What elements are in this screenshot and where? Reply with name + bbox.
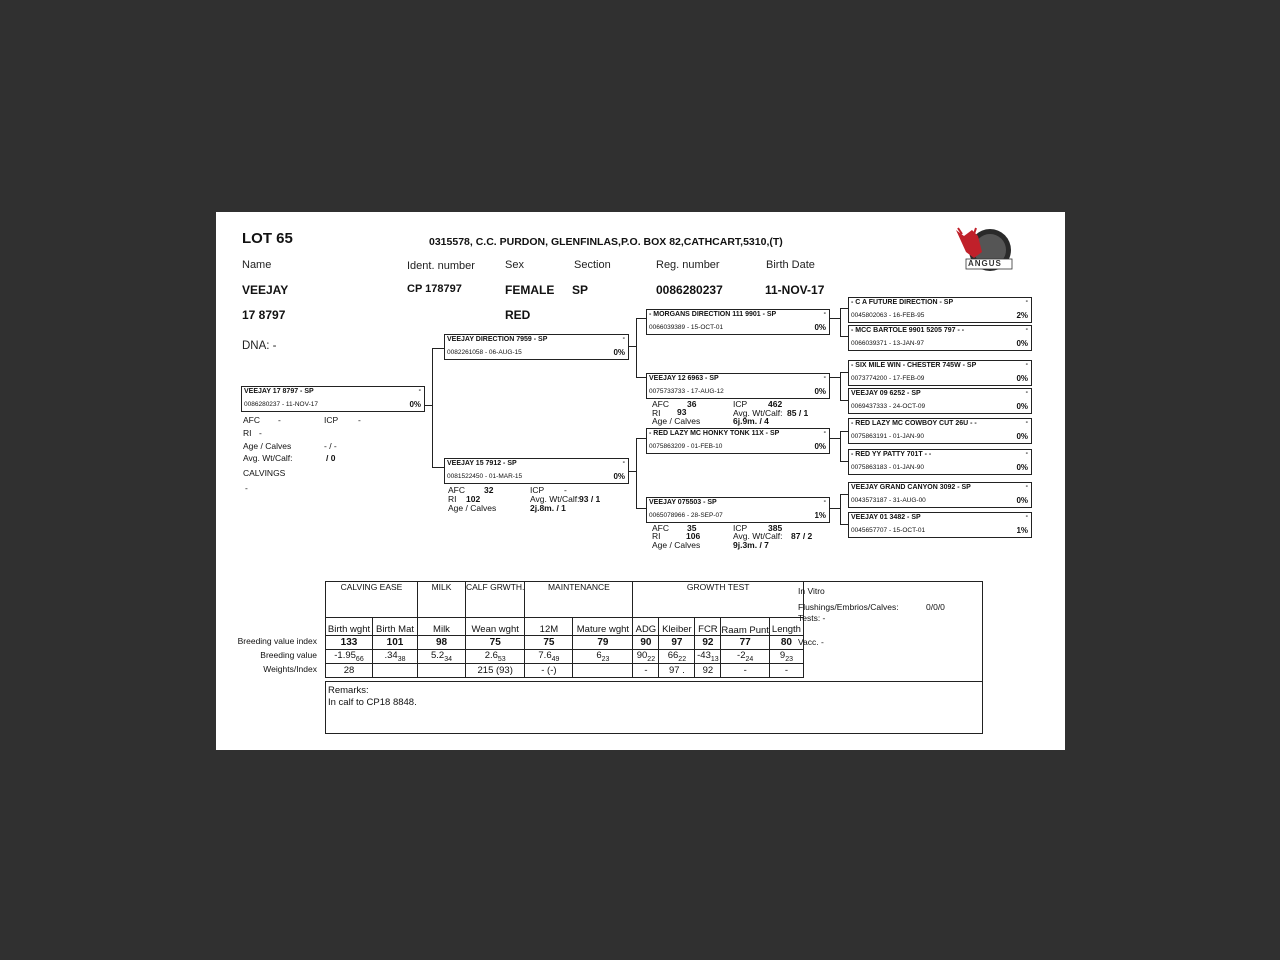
in-vitro-panel bbox=[795, 581, 983, 682]
vaccinations: Vacc. - bbox=[798, 637, 824, 647]
lot-number: LOT 65 bbox=[242, 230, 293, 247]
weights-row: 28 215 (93) - (-) - 97 . 92 - - bbox=[326, 664, 804, 678]
flushings-label: Flushings/Embrios/Calves: bbox=[798, 602, 899, 612]
row-label-weights: Weights/Index bbox=[263, 664, 317, 674]
label-ident: Ident. number bbox=[407, 260, 475, 272]
animal-colour: RED bbox=[505, 308, 531, 322]
col-raam-punt: Raam Punt bbox=[721, 618, 770, 636]
col-12m: 12M bbox=[525, 618, 573, 636]
tests: Tests: - bbox=[798, 613, 826, 623]
remarks-text: In calf to CP18 8848. bbox=[328, 697, 417, 708]
ggp-box-8: VEEJAY 01 3482 - SP - 0045657707 - 15-OCT-01 1% bbox=[848, 512, 1032, 538]
index-row: 133 101 98 75 75 79 90 97 92 77 80 bbox=[326, 636, 804, 650]
owner-details: 0315578, C.C. PURDON, GLENFINLAS,P.O. BOX 82,CATHCART,5310,(T) bbox=[429, 236, 783, 248]
ggp-box-3: - SIX MILE WIN - CHESTER 745W - SP - 0073774200 - 17-FEB-09 0% bbox=[848, 360, 1032, 386]
col-milk: Milk bbox=[418, 618, 466, 636]
in-vitro-title: In Vitro bbox=[798, 586, 825, 596]
ggp-box-5: - RED LAZY MC COWBOY CUT 26U - - - 0075863191 - 01-JAN-90 0% bbox=[848, 418, 1032, 444]
col-birth-weight: Birth wght bbox=[326, 618, 373, 636]
flushings-value: 0/0/0 bbox=[926, 602, 945, 612]
pedigree-document: LOT 65 0315578, C.C. PURDON, GLENFINLAS,P.O. BOX 82,CATHCART,5310,(T) ANGUS Name Ident. number Sex Section Reg. number Birth Date VEEJAY CP 178797 FEMALE SP 0086280237 11-NOV-17 17 8797 RED DNA: - VEEJAY 17 8797 - SP - 0086280237 - 11-NOV-17 0% AFC - ICP - RI - Age / Calves - / - Avg. Wt/Calf: / 0 CALVINGS - VEEJAY DIRECTION 7959 - SP - 0082261058 - 06-AUG-15 0% VEEJAY 15 7912 - SP - 0081522450 - 01-MAR-15 0% AFC 32 ICP - RI 102 Avg. Wt/Calf: 93 / 1 Age / Calves 2j.8m. / 1 - MORGANS DIRECTION 111 9901 - SP - 0066039389 - 15-OCT-01 0% VEEJAY 12 6963 - SP - 0075733733 - 17-AUG-12 0% AFC 36 ICP 462 RI 93 Avg. Wt/Calf: 85 / 1 Age / Calves 6j.9m. / 4 - RED LAZY MC HONKY TONK 11X - SP - 0075863209 - 01-FEB-10 0% VEEJAY 075503 - SP - 0065078966 - 28-SEP-07 1% AFC 35 ICP 385 RI 106 Avg. Wt/Calf: 87 / 2 Age / Calves 9j.3m. / 7 - C A FUTURE DIRECTION - SP - 0045802063 - 16-FEB-95 2% - MCC BARTOLE 9901 5205 797 - - - 0066039371 - 13-JAN-97 0% - SIX MILE WIN - CHESTER 745W - SP - 0073774200 - 17-FEB-09 0% VEEJAY 09 6252 - SP - 0069437333 - 24-OCT-09 0% - RED LAZY MC COWBOY CUT 26U - - - 0075863191 - 01-JAN-90 0% - RED YY PATTY 701T - - - 0075863183 - 01-JAN-90 0% VEEJAY GRAND CANYON 3092 - SP - 0043573187 - 31-AUG-00 0% VEEJAY 01 3482 - SP - 0045657707 - 15-OCT-01 1% Breeding value index Breeding value Weights/Index CALVING EASE MILK CALF GRWTH. MAINTENANCE GROWTH TEST Birth wght Birth Mat Milk Wean wght 12M Mature wght ADG Kleiber FCR Raam Punt Length 133 101 98 75 75 79 90 97 92 77 80 $-1.95_{66}$ $.34_{38}$ $5.2_{34}$ $2.6_{53}$ $7.6_{49}$ $6_{23}$ $90_{22}$ $66_{22}$ $-43_{13}$ $-2_{24}$ $9_{23}$ 28 215 (93) - (-) - 97 . 92 - - In Vitro Flushings/Embrios/Calves: 0/0/0 Tests: - Vacc. - Remarks: In calf to CP18 8848. bbox=[216, 212, 1065, 750]
angus-logo bbox=[954, 222, 1014, 274]
ggp-box-4: VEEJAY 09 6252 - SP - 0069437333 - 24-OCT-09 0% bbox=[848, 388, 1032, 414]
col-adg: ADG bbox=[633, 618, 659, 636]
granddam-maternal-box: VEEJAY 075503 - SP - 0065078966 - 28-SEP-07 1% bbox=[646, 497, 830, 523]
label-reg: Reg. number bbox=[656, 259, 720, 271]
animal-ident: CP 178797 bbox=[407, 283, 462, 295]
animal-reg: 0086280237 bbox=[656, 283, 723, 297]
dna-status: DNA: - bbox=[242, 340, 277, 352]
grandsire-paternal-box: - MORGANS DIRECTION 111 9901 - SP - 0066039389 - 15-OCT-01 0% bbox=[646, 309, 830, 335]
row-label-bv: Breeding value bbox=[260, 650, 317, 660]
group-growth-test: GROWTH TEST bbox=[633, 582, 804, 618]
ggp-box-7: VEEJAY GRAND CANYON 3092 - SP - 0043573187 - 31-AUG-00 0% bbox=[848, 482, 1032, 508]
animal-sex: FEMALE bbox=[505, 283, 555, 297]
col-kleiber: Kleiber bbox=[659, 618, 695, 636]
animal-number: 17 8797 bbox=[242, 308, 286, 322]
group-maintenance: MAINTENANCE bbox=[525, 582, 633, 618]
group-milk: MILK bbox=[418, 582, 466, 618]
row-label-index: Breeding value index bbox=[237, 636, 317, 646]
label-name: Name bbox=[242, 259, 272, 271]
sire-box: VEEJAY DIRECTION 7959 - SP - 0082261058 - 06-AUG-15 0% bbox=[444, 334, 629, 360]
ggp-box-2: - MCC BARTOLE 9901 5205 797 - - - 0066039371 - 13-JAN-97 0% bbox=[848, 325, 1032, 351]
dam-box: VEEJAY 15 7912 - SP - 0081522450 - 01-MAR-15 0% bbox=[444, 458, 629, 484]
col-mature-weight: Mature wght bbox=[573, 618, 633, 636]
logo-text: ANGUS bbox=[968, 259, 1002, 268]
grandsire-maternal-box: - RED LAZY MC HONKY TONK 11X - SP - 0075863209 - 01-FEB-10 0% bbox=[646, 428, 830, 454]
granddam-paternal-box: VEEJAY 12 6963 - SP - 0075733733 - 17-AUG-12 0% bbox=[646, 373, 830, 399]
label-sex: Sex bbox=[505, 259, 524, 271]
breeding-value-table bbox=[325, 581, 804, 678]
label-birth: Birth Date bbox=[766, 259, 815, 271]
group-calf-growth: CALF GRWTH. bbox=[466, 582, 525, 618]
ggp-box-6: - RED YY PATTY 701T - - - 0075863183 - 01-JAN-90 0% bbox=[848, 449, 1032, 475]
breeding-value-row: $-1.95_{66}$ $.34_{38}$ $5.2_{34}$ $2.6_{53}$ $7.6_{49}$ $6_{23}$ $90_{22}$ $66_{22}$ $-43_{13}$ $-2_{24}$ $9_{23}$ bbox=[326, 650, 804, 664]
animal-name: VEEJAY bbox=[242, 283, 289, 297]
col-fcr: FCR bbox=[695, 618, 721, 636]
group-calving-ease: CALVING EASE bbox=[326, 582, 418, 618]
col-birth-mat: Birth Mat bbox=[373, 618, 418, 636]
animal-section: SP bbox=[572, 283, 589, 297]
label-section: Section bbox=[574, 259, 611, 271]
col-wean-weight: Wean wght bbox=[466, 618, 525, 636]
col-length: Length bbox=[769, 618, 803, 636]
ggp-box-1: - C A FUTURE DIRECTION - SP - 0045802063 - 16-FEB-95 2% bbox=[848, 297, 1032, 323]
remarks-label: Remarks: bbox=[328, 685, 369, 696]
remarks-panel bbox=[325, 681, 983, 734]
animal-birth-date: 11-NOV-17 bbox=[765, 283, 825, 297]
subject-box: VEEJAY 17 8797 - SP - 0086280237 - 11-NOV-17 0% bbox=[241, 386, 425, 412]
